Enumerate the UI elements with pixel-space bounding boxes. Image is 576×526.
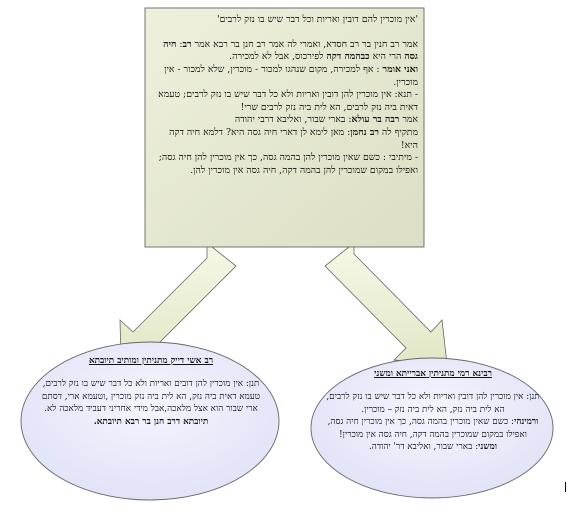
tanya-statement: - תנא: אין מוכרין להן דובין ואריות ולא כל דבר שיש בו נזק לרבים; טעמא דאית ביה נזק לרבים, הא לית ביה נזק לרבים שרי! <box>158 89 418 113</box>
rav-chanin-statement: אמר רב חנין בר רב חסדא, ואמרי לה אמר רב חנן בר רבא אמר רב: חיה גסה הרי היא כבהמה דקה לפירכוס, אבל לא למכירה. <box>163 38 418 63</box>
rav-nachman-statement: מתקיף לה רב נחמן: מאן לימא לן דארי חיה גסה היא? דלמא חיה דקה היא! <box>169 127 418 151</box>
right-ellipse-text <box>322 368 544 498</box>
meitivei-statement: - מיתיבי : כשם שאין מוכרין להן בהמה גסה, כך אין מוכרין להן חיה גסה; ואפילו במקום שמוכרין להן בהמה דקה, חיה גסה אין מוכרין להן. <box>158 152 418 177</box>
right-ellipse-body-1: תנן: אין מוכרין להן דובין ואריות ולא כל דבר שיש בו נזק לרבים, הא לית ביה נזק, הא לית ביה נזק – מוכרין. <box>326 392 540 415</box>
top-box-text <box>151 14 418 244</box>
left-ellipse-body: תנן: אין מוכרין להן דובים ואריות ולא כל דבר שיש בו נזק לרבים, טעמא דאית ביה נזק, הא לית ביה נזק מוכרין ,וטעמא ארי, דסתם ארי שבור הוא אצל מלאכה,אבל מידי אחריני דעביד מלאכה לא. <box>41 379 261 415</box>
left-ellipse-closing: תיובתא דרב חנן בר רבא תיובתא. <box>93 416 209 427</box>
left-ellipse-heading: רב אשי דייק מתניתין ומותיב תיובתא <box>88 356 214 366</box>
vaani-omer-statement: ואני אומר : אף למכירה, מקום שנהגו למכור - מוכרין, שלא למכור - אין מוכרין. <box>164 63 418 88</box>
text-cursor <box>565 482 566 492</box>
left-ellipse-text <box>40 355 262 495</box>
rabba-bar-ulla-statement: אמר רבה בר עולא: בארי שבור, ואליבא דרבי יהודה <box>234 114 418 126</box>
right-ellipse-heading: רבינא רמי מתניתין אברייתא ומשני <box>374 369 492 379</box>
arrow-to-right-ellipse <box>325 243 447 364</box>
right-ellipse-body-2: ורמינהי: כשם שאין מוכרין בהמה גסה, כך אין מוכרין חיה גסה, ואפילו במקום שמוכרין בהמה דקה, חיה גסה אין מוכרין! <box>327 417 539 440</box>
mishna-quote: 'אין מוכרין להם דובין ואריות וכל דבר שיש בו נזק לרבים' <box>217 14 418 25</box>
right-ellipse-body-3: ומשני: בארי שבור, ואליבא דר' יהודה. <box>369 442 497 453</box>
